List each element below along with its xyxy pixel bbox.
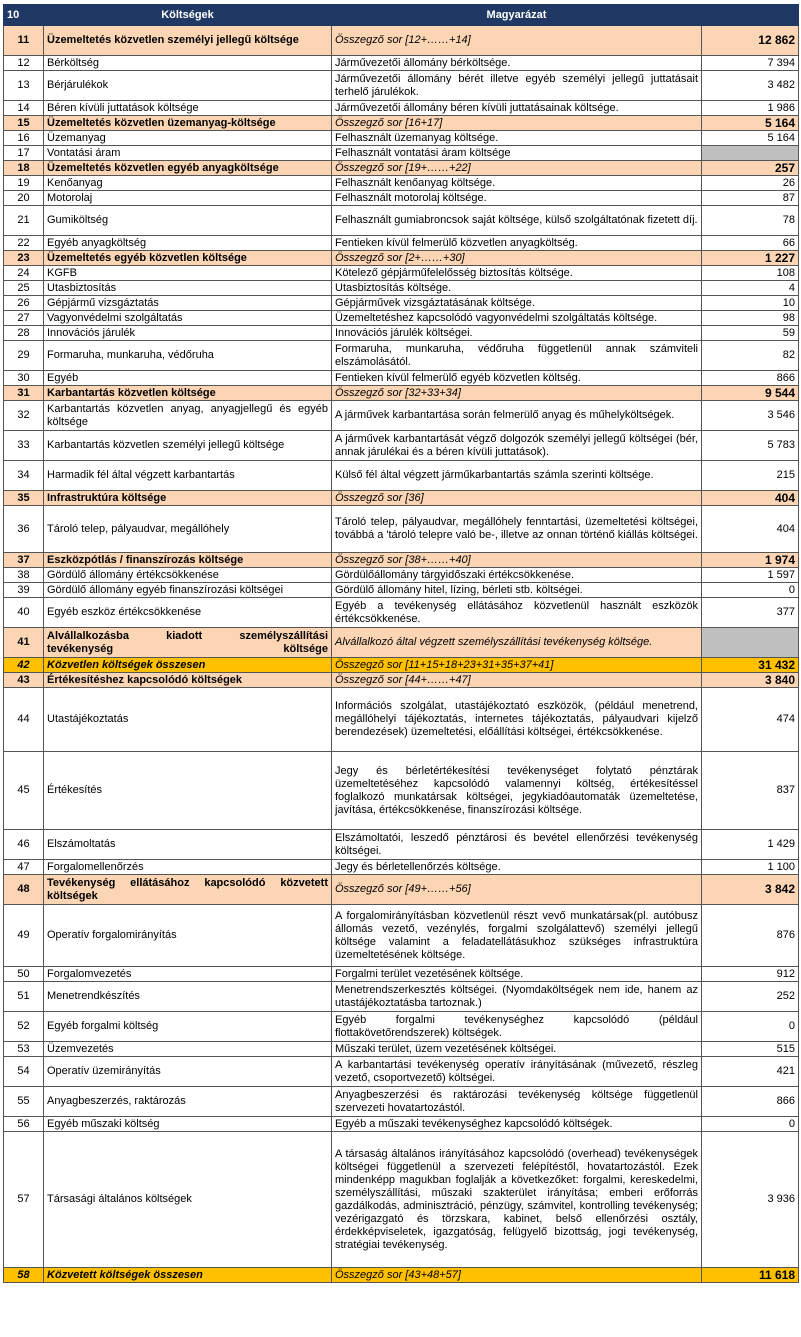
row-explanation: Járművezetői állomány béren kívüli juttatásainak költsége. xyxy=(332,101,702,116)
table-row xyxy=(4,506,799,553)
row-number: 48 xyxy=(4,875,44,905)
row-number: 29 xyxy=(4,341,44,371)
table-row xyxy=(4,905,799,967)
row-cost-name: Karbantartás közvetlen személyi jellegű költsége xyxy=(44,431,332,461)
row-cost-name: Gördülő állomány értékcsökkenése xyxy=(44,568,332,583)
row-value: 78 xyxy=(702,206,799,236)
row-cost-name: Egyéb anyagköltség xyxy=(44,236,332,251)
row-value: 5 164 xyxy=(702,131,799,146)
row-value: 3 482 xyxy=(702,71,799,101)
row-value: 3 840 xyxy=(702,673,799,688)
table-row xyxy=(4,583,799,598)
table-row xyxy=(4,673,799,688)
row-cost-name: Közvetett költségek összesen xyxy=(44,1268,332,1283)
row-number: 12 xyxy=(4,56,44,71)
row-value xyxy=(702,628,799,658)
row-cost-name: Egyéb forgalmi költség xyxy=(44,1012,332,1042)
row-cost-name: Formaruha, munkaruha, védőruha xyxy=(44,341,332,371)
table-row xyxy=(4,71,799,101)
row-number: 36 xyxy=(4,506,44,553)
row-explanation: Alvállalkozó által végzett személyszállítási tevékenység költsége. xyxy=(332,628,702,658)
table-row xyxy=(4,830,799,860)
row-explanation: A járművek karbantartása során felmerülő anyag és műhelyköltségek. xyxy=(332,401,702,431)
row-cost-name: Közvetlen költségek összesen xyxy=(44,658,332,673)
row-value: 0 xyxy=(702,1117,799,1132)
row-value: 87 xyxy=(702,191,799,206)
row-value: 1 100 xyxy=(702,860,799,875)
row-cost-name: Értékesítés xyxy=(44,752,332,830)
row-cost-name: Gumiköltség xyxy=(44,206,332,236)
row-number: 38 xyxy=(4,568,44,583)
table-row xyxy=(4,1012,799,1042)
row-cost-name: Bérjárulékok xyxy=(44,71,332,101)
row-value: 474 xyxy=(702,688,799,752)
row-value: 837 xyxy=(702,752,799,830)
row-value: 876 xyxy=(702,905,799,967)
row-value: 3 546 xyxy=(702,401,799,431)
row-cost-name: Egyéb eszköz értékcsökkenése xyxy=(44,598,332,628)
row-cost-name: Karbantartás közvetlen költsége xyxy=(44,386,332,401)
row-cost-name: Üzemanyag xyxy=(44,131,332,146)
row-cost-name: Operatív üzemirányítás xyxy=(44,1057,332,1087)
row-number: 39 xyxy=(4,583,44,598)
row-explanation: Elszámoltatói, leszedő pénztárosi és bevétel ellenőrzési tevékenység költségei. xyxy=(332,830,702,860)
row-value: 9 544 xyxy=(702,386,799,401)
row-cost-name: Alvállalkozásba kiadott személyszállítási tevékenység költsége xyxy=(44,628,332,658)
row-explanation: Összegző sor [16+17] xyxy=(332,116,702,131)
table-row xyxy=(4,431,799,461)
row-explanation: Forgalmi terület vezetésének költsége. xyxy=(332,967,702,982)
table-row xyxy=(4,101,799,116)
row-cost-name: Társasági általános költségek xyxy=(44,1132,332,1268)
row-number: 45 xyxy=(4,752,44,830)
table-row xyxy=(4,191,799,206)
row-cost-name: KGFB xyxy=(44,266,332,281)
row-cost-name: Üzemeltetés egyéb közvetlen költsége xyxy=(44,251,332,266)
row-cost-name: Vagyonvédelmi szolgáltatás xyxy=(44,311,332,326)
row-value: 59 xyxy=(702,326,799,341)
row-number: 32 xyxy=(4,401,44,431)
row-explanation: Egyéb a tevékenység ellátásához közvetlenül használt eszközök értékcsökkenése. xyxy=(332,598,702,628)
row-value: 98 xyxy=(702,311,799,326)
row-number: 35 xyxy=(4,491,44,506)
table-row xyxy=(4,311,799,326)
row-value: 82 xyxy=(702,341,799,371)
row-explanation: Összegző sor [19+……+22] xyxy=(332,161,702,176)
row-value: 1 429 xyxy=(702,830,799,860)
row-cost-name: Egyéb xyxy=(44,371,332,386)
row-number: 27 xyxy=(4,311,44,326)
row-number: 28 xyxy=(4,326,44,341)
row-cost-name: Bérköltség xyxy=(44,56,332,71)
row-value xyxy=(702,146,799,161)
row-number: 22 xyxy=(4,236,44,251)
row-value: 3 936 xyxy=(702,1132,799,1268)
row-explanation: Innovációs járulék költségei. xyxy=(332,326,702,341)
row-number: 41 xyxy=(4,628,44,658)
header-costs: Költségek xyxy=(44,5,332,26)
row-cost-name: Gördülő állomány egyéb finanszírozási költségei xyxy=(44,583,332,598)
row-value: 12 862 xyxy=(702,26,799,56)
table-row xyxy=(4,568,799,583)
row-number: 43 xyxy=(4,673,44,688)
row-number: 40 xyxy=(4,598,44,628)
row-number: 21 xyxy=(4,206,44,236)
table-row xyxy=(4,628,799,658)
table-row xyxy=(4,296,799,311)
table-row xyxy=(4,341,799,371)
table-row xyxy=(4,326,799,341)
row-number: 56 xyxy=(4,1117,44,1132)
row-value: 404 xyxy=(702,506,799,553)
row-number: 52 xyxy=(4,1012,44,1042)
row-value: 0 xyxy=(702,1012,799,1042)
row-explanation: Felhasznált kenőanyag költsége. xyxy=(332,176,702,191)
row-number: 37 xyxy=(4,553,44,568)
row-value: 215 xyxy=(702,461,799,491)
row-cost-name: Egyéb műszaki költség xyxy=(44,1117,332,1132)
row-number: 14 xyxy=(4,101,44,116)
row-value: 3 842 xyxy=(702,875,799,905)
header-number: 10 xyxy=(4,5,44,26)
row-explanation: Jegy és bérletellenőrzés költsége. xyxy=(332,860,702,875)
row-value: 1 227 xyxy=(702,251,799,266)
row-cost-name: Harmadik fél által végzett karbantartás xyxy=(44,461,332,491)
row-explanation: Jegy és bérletértékesítési tevékenységet folytató pénztárak üzemeltetéséhez kapcsolódó valamennyi költség, értékesítéssel foglalkozó munkatársak költségei, jegykiadóautomaták üzemeltetése, javítása, értékcsökkenése, finanszírozási költsége. xyxy=(332,752,702,830)
row-cost-name: Menetrendkészítés xyxy=(44,982,332,1012)
row-number: 30 xyxy=(4,371,44,386)
table-row xyxy=(4,875,799,905)
row-explanation: Egyéb forgalmi tevékenységhez kapcsolódó (például flottakövetőrendszerek) költségek. xyxy=(332,1012,702,1042)
row-value: 5 783 xyxy=(702,431,799,461)
table-row xyxy=(4,251,799,266)
row-number: 44 xyxy=(4,688,44,752)
row-number: 54 xyxy=(4,1057,44,1087)
table-row xyxy=(4,967,799,982)
table-row xyxy=(4,281,799,296)
row-explanation: Egyéb a műszaki tevékenységhez kapcsolódó költségek. xyxy=(332,1117,702,1132)
row-value: 866 xyxy=(702,1087,799,1117)
row-number: 46 xyxy=(4,830,44,860)
table-row xyxy=(4,1087,799,1117)
row-explanation: Összegző sor [44+……+47] xyxy=(332,673,702,688)
row-value: 257 xyxy=(702,161,799,176)
table-row xyxy=(4,131,799,146)
row-value: 1 597 xyxy=(702,568,799,583)
row-cost-name: Anyagbeszerzés, raktározás xyxy=(44,1087,332,1117)
row-number: 11 xyxy=(4,26,44,56)
row-number: 23 xyxy=(4,251,44,266)
table-row xyxy=(4,1042,799,1057)
table-row xyxy=(4,1057,799,1087)
row-explanation: Összegző sor [43+48+57] xyxy=(332,1268,702,1283)
row-cost-name: Értékesítéshez kapcsolódó költségek xyxy=(44,673,332,688)
table-row xyxy=(4,658,799,673)
row-number: 57 xyxy=(4,1132,44,1268)
row-cost-name: Forgalomvezetés xyxy=(44,967,332,982)
row-explanation: Külső fél által végzett járműkarbantartás számla szerinti költsége. xyxy=(332,461,702,491)
header-explanation: Magyarázat xyxy=(332,5,702,26)
row-number: 55 xyxy=(4,1087,44,1117)
row-number: 58 xyxy=(4,1268,44,1283)
row-number: 13 xyxy=(4,71,44,101)
row-number: 49 xyxy=(4,905,44,967)
row-cost-name: Elszámoltatás xyxy=(44,830,332,860)
row-number: 20 xyxy=(4,191,44,206)
row-number: 31 xyxy=(4,386,44,401)
row-number: 16 xyxy=(4,131,44,146)
row-cost-name: Infrastruktúra költsége xyxy=(44,491,332,506)
table-row xyxy=(4,116,799,131)
row-number: 34 xyxy=(4,461,44,491)
row-value: 31 432 xyxy=(702,658,799,673)
row-cost-name: Kenőanyag xyxy=(44,176,332,191)
table-row xyxy=(4,401,799,431)
row-explanation: Felhasznált motorolaj költsége. xyxy=(332,191,702,206)
row-cost-name: Utasbiztosítás xyxy=(44,281,332,296)
table-row xyxy=(4,1117,799,1132)
row-cost-name: Üzemeltetés közvetlen egyéb anyagköltsége xyxy=(44,161,332,176)
row-cost-name: Utastájékoztatás xyxy=(44,688,332,752)
table-row xyxy=(4,491,799,506)
table-row xyxy=(4,688,799,752)
row-cost-name: Innovációs járulék xyxy=(44,326,332,341)
row-cost-name: Karbantartás közvetlen anyag, anyagjellegű és egyéb költsége xyxy=(44,401,332,431)
row-explanation: Járművezetői állomány bérét illetve egyéb személyi jellegű juttatásait terhelő járulékok. xyxy=(332,71,702,101)
row-number: 24 xyxy=(4,266,44,281)
row-explanation: A társaság általános irányításához kapcsolódó (overhead) tevékenységek költségei függetlenül a szervezeti felépítéstől, hovatartozástól. Ezek mindenképp magukban foglalják a következőket: forgalmi, kereskedelmi, személyszállítási, műszaki szakterület irányítása; emberi erőforrás gazdálkodás, adminisztráció, pénzügy, számvitel, kontrolling tevékenység; vezérigazgató és törzskara, kabinet, belső ellenőrzési osztály, érdekképviseletek, igazgatóság, felügyelő bizottság, jogi tevékenység, stratégiai tevékenység. xyxy=(332,1132,702,1268)
table-row xyxy=(4,982,799,1012)
row-number: 53 xyxy=(4,1042,44,1057)
row-explanation: A forgalomirányításban közvetlenül részt vevő munkatársak(pl. autóbusz állomás vezető, vezénylés, forgalmi szolgálattevő) személyi jellegű költsége valamint a feladatellátásukhoz szükséges infrastruktúra üzemeltetésének költsége. xyxy=(332,905,702,967)
table-row xyxy=(4,461,799,491)
table-row xyxy=(4,236,799,251)
header-row xyxy=(4,5,799,26)
table-row xyxy=(4,371,799,386)
row-explanation: Összegző sor [36] xyxy=(332,491,702,506)
row-explanation: Kötelező gépjárműfelelősség biztosítás költsége. xyxy=(332,266,702,281)
row-value: 11 618 xyxy=(702,1268,799,1283)
row-cost-name: Béren kívüli juttatások költsége xyxy=(44,101,332,116)
row-cost-name: Vontatási áram xyxy=(44,146,332,161)
row-explanation: Gördülőállomány tárgyidőszaki értékcsökkenése. xyxy=(332,568,702,583)
row-explanation: Információs szolgálat, utastájékoztató eszközök, (például menetrend, megállóhelyi tájékoztatás, internetes tájékoztatás, pályaudvari kijelző berendezések) üzemeltetési, előállítási költségei, értékcsökkenése. xyxy=(332,688,702,752)
row-explanation: Felhasznált vontatási áram költsége xyxy=(332,146,702,161)
cost-table xyxy=(3,4,799,1283)
row-value: 10 xyxy=(702,296,799,311)
row-cost-name: Üzemeltetés közvetlen üzemanyag-költsége xyxy=(44,116,332,131)
row-value: 1 974 xyxy=(702,553,799,568)
table-row xyxy=(4,752,799,830)
row-value: 515 xyxy=(702,1042,799,1057)
row-explanation: Formaruha, munkaruha, védőruha függetlenül annak számviteli elszámolásától. xyxy=(332,341,702,371)
row-explanation: Felhasznált üzemanyag költsége. xyxy=(332,131,702,146)
row-value: 912 xyxy=(702,967,799,982)
table-row xyxy=(4,386,799,401)
row-value: 26 xyxy=(702,176,799,191)
row-explanation: Menetrendszerkesztés költségei. (Nyomdaköltségek nem ide, hanem az utastájékoztatásba tartoznak.) xyxy=(332,982,702,1012)
row-number: 47 xyxy=(4,860,44,875)
row-cost-name: Eszközpótlás / finanszírozás költsége xyxy=(44,553,332,568)
row-explanation: Gépjárművek vizsgáztatásának költsége. xyxy=(332,296,702,311)
row-cost-name: Forgalomellenőrzés xyxy=(44,860,332,875)
row-cost-name: Motorolaj xyxy=(44,191,332,206)
row-explanation: Összegző sor [12+……+14] xyxy=(332,26,702,56)
row-number: 15 xyxy=(4,116,44,131)
row-cost-name: Üzemvezetés xyxy=(44,1042,332,1057)
row-explanation: Felhasznált gumiabroncsok saját költsége, külső szolgáltatónak fizetett díj. xyxy=(332,206,702,236)
row-value: 377 xyxy=(702,598,799,628)
row-cost-name: Operatív forgalomirányítás xyxy=(44,905,332,967)
row-explanation: Anyagbeszerzési és raktározási tevékenység költsége függetlenül szervezeti hovatartozástól. xyxy=(332,1087,702,1117)
table-row xyxy=(4,146,799,161)
table-row xyxy=(4,553,799,568)
row-value: 0 xyxy=(702,583,799,598)
row-explanation: Fentieken kívül felmerülő egyéb közvetlen költség. xyxy=(332,371,702,386)
table-row xyxy=(4,1132,799,1268)
row-explanation: Műszaki terület, üzem vezetésének költségei. xyxy=(332,1042,702,1057)
row-number: 42 xyxy=(4,658,44,673)
row-explanation: Tároló telep, pályaudvar, megállóhely fenntartási, üzemeltetési költségei, továbbá a 'tároló telepre való be-, illetve az onnan történő kiállás költségei. xyxy=(332,506,702,553)
table-row xyxy=(4,1268,799,1283)
row-explanation: Összegző sor [38+……+40] xyxy=(332,553,702,568)
row-value: 7 394 xyxy=(702,56,799,71)
table-row xyxy=(4,161,799,176)
row-cost-name: Tároló telep, pályaudvar, megállóhely xyxy=(44,506,332,553)
row-explanation: Gördülő állomány hitel, lízing, bérleti stb. költségei. xyxy=(332,583,702,598)
row-value: 404 xyxy=(702,491,799,506)
row-number: 19 xyxy=(4,176,44,191)
row-cost-name: Gépjármű vizsgáztatás xyxy=(44,296,332,311)
row-value: 252 xyxy=(702,982,799,1012)
row-number: 25 xyxy=(4,281,44,296)
row-explanation: Összegző sor [2+……+30] xyxy=(332,251,702,266)
header-value xyxy=(702,5,799,26)
row-value: 66 xyxy=(702,236,799,251)
table-row xyxy=(4,598,799,628)
table-row xyxy=(4,206,799,236)
row-value: 108 xyxy=(702,266,799,281)
row-value: 1 986 xyxy=(702,101,799,116)
row-explanation: Járművezetői állomány bérköltsége. xyxy=(332,56,702,71)
row-explanation: Összegző sor [11+15+18+23+31+35+37+41] xyxy=(332,658,702,673)
row-number: 18 xyxy=(4,161,44,176)
row-value: 5 164 xyxy=(702,116,799,131)
row-number: 51 xyxy=(4,982,44,1012)
table-row xyxy=(4,860,799,875)
row-number: 17 xyxy=(4,146,44,161)
row-number: 50 xyxy=(4,967,44,982)
table-row xyxy=(4,266,799,281)
row-explanation: Fentieken kívül felmerülő közvetlen anyagköltség. xyxy=(332,236,702,251)
row-value: 421 xyxy=(702,1057,799,1087)
table-row xyxy=(4,26,799,56)
row-explanation: Összegző sor [32+33+34] xyxy=(332,386,702,401)
row-value: 4 xyxy=(702,281,799,296)
row-explanation: Utasbiztosítás költsége. xyxy=(332,281,702,296)
row-cost-name: Üzemeltetés közvetlen személyi jellegű költsége xyxy=(44,26,332,56)
cost-table-body xyxy=(4,5,799,1283)
row-explanation: Üzemeltetéshez kapcsolódó vagyonvédelmi szolgáltatás költsége. xyxy=(332,311,702,326)
table-row xyxy=(4,56,799,71)
row-value: 866 xyxy=(702,371,799,386)
row-explanation: A karbantartási tevékenység operatív irányításának (művezető, részleg vezető, csoportvezető) költségei. xyxy=(332,1057,702,1087)
row-cost-name: Tevékenység ellátásához kapcsolódó közvetett költségek xyxy=(44,875,332,905)
row-number: 26 xyxy=(4,296,44,311)
table-row xyxy=(4,176,799,191)
row-number: 33 xyxy=(4,431,44,461)
row-explanation: Összegző sor [49+……+56] xyxy=(332,875,702,905)
row-explanation: A járművek karbantartását végző dolgozók személyi jellegű költségei (bér, annak járulékai és a béren kívüli juttatások). xyxy=(332,431,702,461)
